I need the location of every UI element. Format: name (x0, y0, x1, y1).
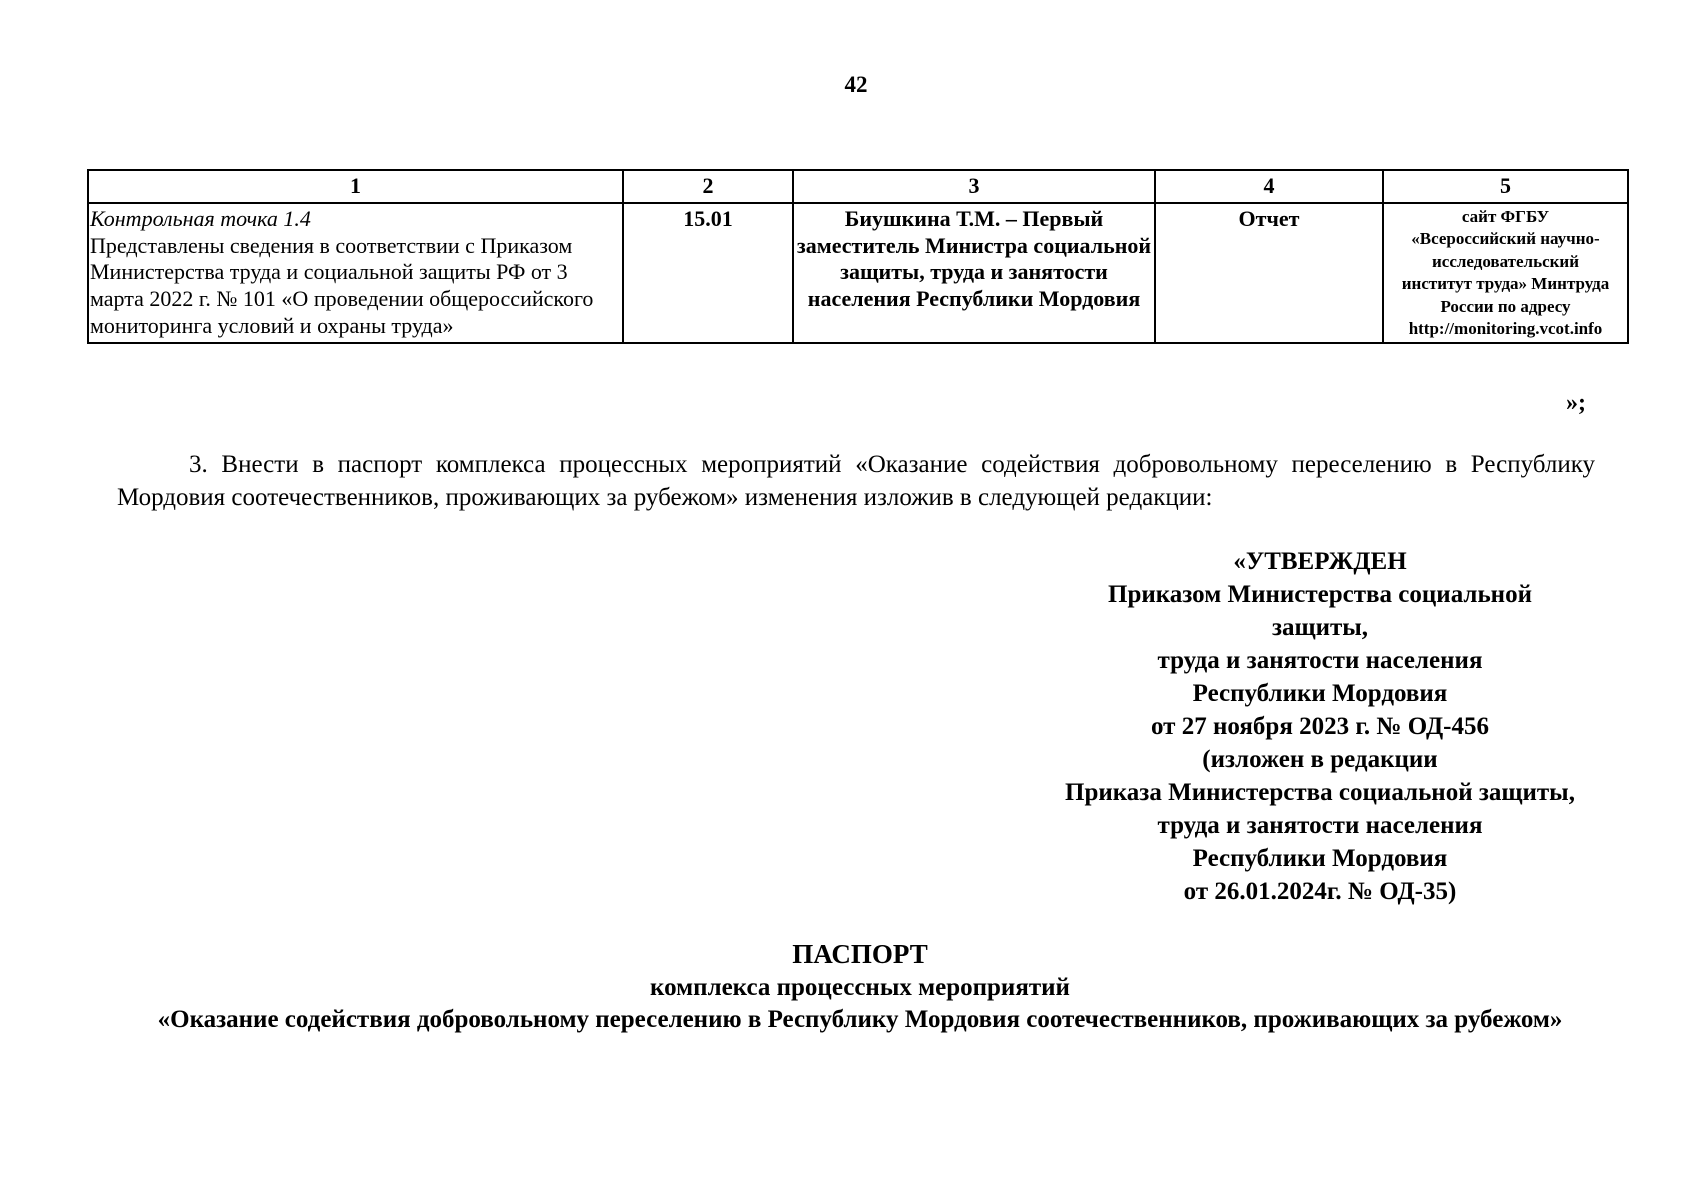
approval-line: Приказом Министерства социальной (1108, 581, 1532, 608)
source-line: России по адресу (1440, 296, 1571, 316)
approval-line: Республики Мордовия (1192, 680, 1448, 707)
passport-name: «Оказание содействия добровольному переселению в Республику Мордовия соотечественников, проживающих за рубежом» (157, 1005, 1563, 1033)
source-line: «Всероссийский научно- (1411, 229, 1600, 249)
approval-line: от 27 ноября 2023 г. № ОД-456 (1151, 713, 1489, 740)
table-row (88, 203, 1628, 344)
source-link: http://monitoring.vcot.info (1408, 319, 1603, 339)
approval-line: труда и занятости населения (1157, 812, 1483, 839)
approval-line: труда и занятости населения (1157, 647, 1483, 674)
passport-subtitle: комплекса процессных мероприятий (650, 973, 1070, 1001)
column-header-4: 4 (1155, 170, 1383, 203)
control-points-table (87, 169, 1629, 344)
checkpoint-text: Представлены сведения в соответствии с Приказом Министерства труда и социальной защиты РФ от 3 марта 2022 г. № 101 «О проведении общероссийского мониторинга условий и охраны труда» (90, 232, 594, 339)
document-type-cell: Отчет (1155, 203, 1383, 344)
source-line: институт труда» Минтруда (1401, 274, 1610, 294)
approval-line: от 26.01.2024г. № ОД-35) (1183, 878, 1457, 905)
approval-line: Приказа Министерства социальной защиты, (1065, 779, 1575, 806)
source-line: исследовательский (1431, 251, 1579, 271)
closing-quote: »; (1566, 390, 1586, 416)
column-header-1: 1 (88, 170, 623, 203)
column-header-3: 3 (793, 170, 1155, 203)
checkpoint-title: Контрольная точка 1.4 (90, 205, 311, 231)
column-header-2: 2 (623, 170, 793, 203)
approval-line: Республики Мордовия (1192, 845, 1448, 872)
paragraph-3: 3. Внести в паспорт комплекса процессных мероприятий «Оказание содействия добровольному переселению в Республику Мордовия соотечественников, проживающих за рубежом» изменения изложив в следующей редакции: (117, 451, 1595, 511)
responsible-cell: Биушкина Т.М. – Первый заместитель Министра социальной защиты, труда и занятости населения Республики Мордовия (793, 203, 1155, 344)
table-header-row (88, 170, 1628, 203)
page-number: 42 (844, 72, 868, 97)
approval-line: «УТВЕРЖДЕН (1233, 548, 1407, 575)
approval-line: защиты, (1271, 614, 1369, 641)
source-line: сайт ФГБУ (1461, 206, 1550, 226)
passport-title: ПАСПОРТ (792, 939, 928, 969)
approval-line: (изложен в редакции (1202, 746, 1438, 773)
column-header-5: 5 (1383, 170, 1628, 203)
approval-stamp-block (1020, 545, 1620, 908)
checkpoint-cell (88, 203, 623, 344)
source-cell (1383, 203, 1628, 344)
passport-heading (110, 937, 1610, 1036)
date-cell: 15.01 (623, 203, 793, 344)
